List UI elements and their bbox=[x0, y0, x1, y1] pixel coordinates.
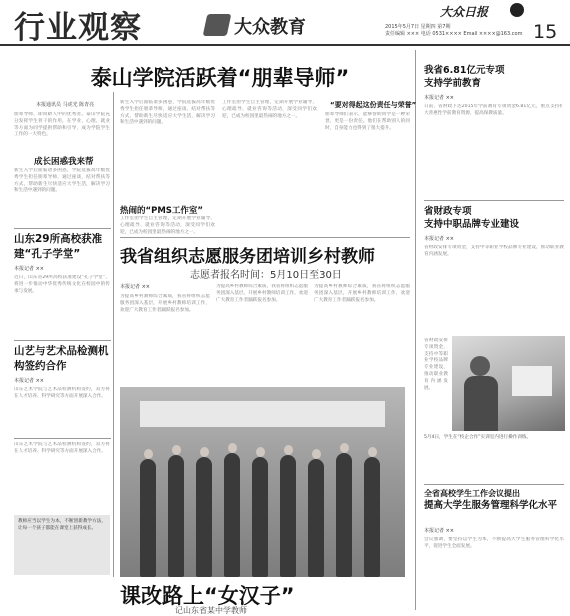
main-body-1: 新生入学后面临诸多困惑，学院选拔高年级优秀学生担任朋辈导师，通过座谈、结对帮扶等方式，帮助新生尽快适应大学生活，解决学习和生活中遇到的问题。 bbox=[14, 168, 110, 194]
section-divider bbox=[14, 340, 111, 341]
right-byline: 本报记者 ×× bbox=[424, 236, 454, 242]
volunteer-headline: 我省组织志愿服务团培训乡村教师 bbox=[120, 247, 375, 267]
section-title: 行业观察 bbox=[14, 10, 142, 46]
quote-box bbox=[14, 515, 110, 575]
right-headline: 我省6.81亿元专项 支持学前教育 bbox=[424, 65, 505, 89]
volunteer-body-cont: 为提高乡村教师综合素质，我省将组织志愿服务团深入基层，开展乡村教师培训工作，欢迎广大教育工作者踊跃报名参加。 bbox=[216, 284, 308, 303]
main-byline: 本报通讯员 马虎光 陈青亮 bbox=[36, 102, 95, 108]
volunteer-byline: 本报记者 ×× bbox=[120, 284, 150, 290]
right-body: 日前，省财政下达2015年学前教育专项资金6.81亿元，重点支持扩大普惠性学前教育资源，提高保教质量。 bbox=[424, 104, 564, 116]
main-body-2: 工作室由学生自主管理，定期开展学业辅导、心理疏导、就业咨询等活动，深受同学们欢迎，已成为校园里最热闹的地方之一。 bbox=[120, 216, 215, 234]
column-rule bbox=[113, 92, 114, 577]
section-divider bbox=[14, 438, 111, 439]
section-divider bbox=[14, 228, 111, 229]
students-photo bbox=[452, 336, 565, 431]
main-subhead-2: 热闹的“PMS工作室” bbox=[120, 206, 203, 216]
main-body-1-cont: 新生入学后面临诸多困惑，学院选拔高年级优秀学生担任朋辈导师，通过座谈、结对帮扶等方式，帮助新生尽快适应大学生活，解决学习和生活中遇到的问题。 bbox=[120, 100, 215, 126]
right-body: 省财政安排专项资金，支持中等职业学校品牌专业建设，推动职业教育内涵发展。 bbox=[424, 245, 564, 257]
pull-quote: “要对得起这份责任与荣誉” bbox=[330, 101, 417, 109]
photo-caption: 5月4日，学生在“校企合作”实训室内进行操作训练。 bbox=[424, 435, 532, 440]
section-divider bbox=[424, 484, 564, 485]
volunteer-subheadline: 志愿者报名时间：5月10日至30日 bbox=[190, 270, 342, 281]
section-divider bbox=[120, 237, 410, 238]
brief-body-extra: 山东艺术学院与艺术品检测机构签约，双方将在人才培养、科学研究等方面开展深入合作。 bbox=[14, 442, 110, 454]
right-headline: 省财政专项 支持中职品牌专业建设 bbox=[424, 206, 520, 230]
brief-body: 山东艺术学院与艺术品检测机构签约，双方将在人才培养、科学研究等方面开展深入合作。 bbox=[14, 387, 110, 399]
main-intro: 朋辈导师，即同龄人中的优秀者。泰山学院充分发挥学生骨干的作用，在学业、心理、就业等方面为同学提供帮助和引导，成为学院学生工作的一大特色。 bbox=[14, 112, 110, 138]
main-subhead-1: 成长困惑我来帮 bbox=[34, 157, 94, 167]
right-byline: 本报记者 ×× bbox=[424, 528, 454, 534]
main-body-2-cont: 工作室由学生自主管理，定期开展学业辅导、心理疏导、就业咨询等活动，深受同学们欢迎，已成为校园里最热闹的地方之一。 bbox=[222, 100, 317, 119]
volunteer-body: 为提高乡村教师综合素质，我省将组织志愿服务团深入基层，开展乡村教师培训工作，欢迎广大教育工作者踊跃报名参加。 bbox=[120, 294, 210, 313]
main-body-3: 朋辈导师们表示，能够帮助同学是一种荣誉，更是一份责任。他们在帮助别人的同时，自身能力也得到了很大提升。 bbox=[325, 112, 410, 131]
editor-line: 责任编辑 ××× 电话 0531×××× Email ××××@163.com bbox=[385, 31, 523, 37]
section-divider bbox=[424, 200, 564, 201]
volunteer-body-cont: 为提高乡村教师综合素质，我省将组织志愿服务团深入基层，开展乡村教师培训工作，欢迎广大教育工作者踊跃报名参加。 bbox=[314, 284, 410, 303]
brief-body: 近日，山东省29所高校获准建设“孔子学堂”，将进一步推动中华优秀传统文化在校园中的传承与发展。 bbox=[14, 275, 110, 294]
paper-logo-icon bbox=[510, 3, 524, 17]
right-body: 会议强调，要坚持以学生为本，不断提高大学生服务管理科学化水平，促进学生全面发展。 bbox=[424, 537, 564, 549]
date-text: 2015年5月7日 星期四 第7期 bbox=[385, 24, 451, 30]
brief-byline: 本报记者 ×× bbox=[14, 266, 44, 272]
brief-headline: 山艺与艺术品检测机构签约合作 bbox=[14, 345, 109, 372]
quote-text: 教师应当以学生为本，不断创新教学方法，让每一个孩子都能在课堂上获得成长。 bbox=[18, 519, 106, 531]
dateline bbox=[385, 24, 530, 38]
page-number: 15 bbox=[533, 21, 558, 43]
main-headline: 泰山学院活跃着“朋辈导师” bbox=[90, 66, 350, 90]
group-photo bbox=[120, 387, 405, 577]
right-body-side: 省财政安排专项资金，支持中等职业学校品牌专业建设，推动职业教育内涵发展。 bbox=[424, 338, 448, 391]
column-rule bbox=[415, 50, 416, 610]
paper-logo: 大众日报 bbox=[440, 5, 489, 19]
section-brand: 大众教育 bbox=[234, 17, 306, 38]
brief-headline: 山东29所高校获准建“孔子学堂” bbox=[14, 233, 103, 260]
right-byline: 本报记者 ×× bbox=[424, 95, 454, 101]
brief-byline: 本报记者 ×× bbox=[14, 378, 44, 384]
bottom-headline: 课改路上“女汉子” bbox=[120, 584, 295, 608]
brand-logo-icon bbox=[203, 14, 232, 36]
bottom-subheadline: 记山东省某中学教师 bbox=[175, 606, 247, 615]
right-headline: 全省高校学生工作会议提出 提高大学生服务管理科学化水平 bbox=[424, 489, 558, 511]
photo-banner bbox=[140, 401, 385, 427]
